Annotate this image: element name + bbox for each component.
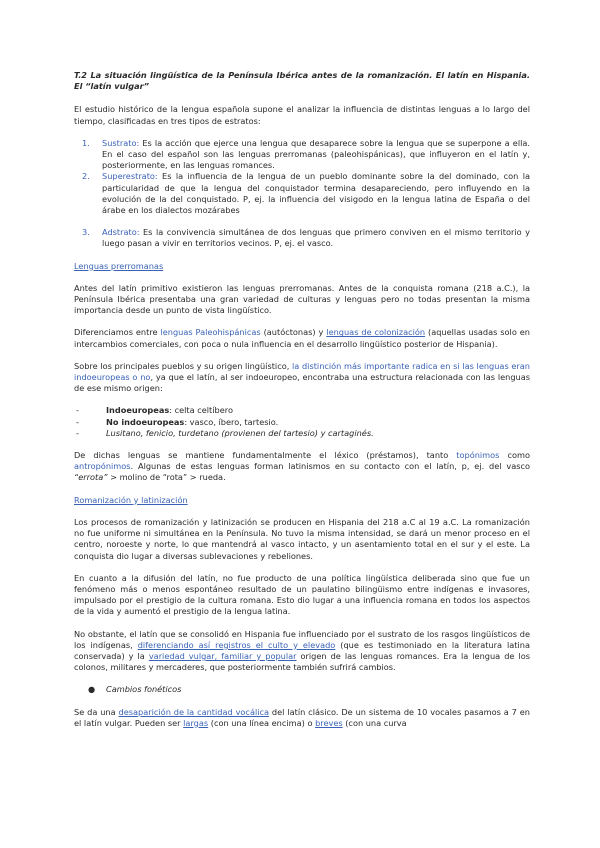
text-run: Sobre los principales pueblos y su origen lingüístico, bbox=[74, 360, 292, 371]
item-text: : vasco, íbero, tartesio. bbox=[184, 416, 279, 427]
link-cantidad-vocalica[interactable]: desaparición de la cantidad vocálica bbox=[118, 706, 270, 717]
text-run: del latín clásico. De un sistema de 10 vocales pasamos a 7 en el latín vulgar. Pueden ser bbox=[74, 706, 530, 728]
section-heading-romanizacion: Romanización y latinización bbox=[74, 494, 188, 505]
item-term: No indoeuropeas bbox=[106, 416, 185, 427]
paragraph: En cuanto a la difusión del latín, no fue producto de una política lingüística deliberada sino que fue un fenómeno más o menos espontáneo resultado de un paulatino bilingüismo entre indígenas e invasores, impulsado por el prestigio de la cultura romana. Esto dio lugar a una influencia romana en todos los aspectos de la vida y aumentó el prestigio de la lengua latina. bbox=[74, 572, 530, 617]
text-run: (aquellas usadas solo en intercambios comerciales, con poca o nula influencia en el desarrollo lingüístico posterior de Hispania). bbox=[74, 327, 530, 349]
text-run: Se da una bbox=[74, 706, 119, 717]
item-text: : celta celtíbero bbox=[169, 405, 233, 416]
list-number: 3. bbox=[82, 227, 90, 238]
list-item bbox=[74, 417, 530, 428]
intro-paragraph: El estudio histórico de la lengua española supone el analizar la influencia de distintas lenguas a lo largo del tiempo, clasificadas en tres tipos de estratos: bbox=[74, 104, 530, 126]
text-run: . Algunas de estas lenguas forman latinismos en su contacto con el latín, p, ej. del vasco bbox=[130, 461, 530, 472]
paragraph: Los procesos de romanización y latinización se producen en Hispania del 218 a.C al 19 a.C. La romanización no fue uniforme ni simultánea en la Península. No tuvo la misma intensidad, se dará un menor proceso en el centro, noroeste y norte, lo que mantendrá al vasco intacto, y un asentamiento total en el sur y el este. La conquista dio lugar a diversas sublevaciones y rebeliones. bbox=[74, 516, 530, 561]
page-title: T.2 La situación lingüística de la Península Ibérica antes de la romanización. El latín en Hispania. El “latín vulgar” bbox=[74, 70, 530, 92]
language-list bbox=[74, 405, 530, 439]
document-content bbox=[74, 70, 530, 729]
strata-list bbox=[74, 138, 530, 250]
paragraph bbox=[74, 450, 530, 484]
paragraph bbox=[74, 629, 530, 674]
dash-marker: - bbox=[76, 416, 79, 427]
text-run: De dichas lenguas se mantiene fundamentalmente el léxico (préstamos), tanto bbox=[74, 450, 457, 461]
link-breves[interactable]: breves bbox=[315, 717, 343, 728]
text-run: No obstante, el latín que se consolidó en Hispania fue influenciado por el sustrato de los rasgos lingüísticos de los indígenas, bbox=[74, 628, 530, 650]
text-run: > molino de “rota” > rueda. bbox=[107, 472, 226, 483]
paragraph bbox=[74, 361, 530, 395]
paragraph bbox=[74, 327, 530, 349]
dash-marker: - bbox=[76, 427, 79, 438]
link-variedad-vulgar[interactable]: variedad vulgar, familiar y popular bbox=[148, 650, 297, 661]
link-largas[interactable]: largas bbox=[183, 717, 209, 728]
term-sustrato: Sustrato: bbox=[102, 137, 140, 148]
link-lenguas-colonizacion[interactable]: lenguas de colonización bbox=[326, 327, 426, 338]
definition-text: Es la acción que ejerce una lengua que desaparece sobre la lengua que se superpone a ella. En el caso del español son las lenguas prerromanas (paleohispánicas), que influyeron en el latín y, posteriormente, en las lenguas romances. bbox=[102, 137, 530, 171]
highlight-antroponimos: antropónimos bbox=[74, 461, 131, 472]
example-word: “errota” bbox=[74, 472, 108, 483]
highlight-paleohispanicas: lenguas Paleohispánicas bbox=[160, 327, 261, 338]
bullet-icon: ● bbox=[88, 684, 96, 695]
strata-item-superestrato bbox=[74, 171, 530, 216]
list-number: 2. bbox=[82, 171, 90, 182]
dash-marker: - bbox=[76, 405, 79, 416]
list-item bbox=[74, 405, 530, 416]
term-superestrato: Superestrato: bbox=[102, 171, 158, 182]
bullet-text: Cambios fonéticos bbox=[106, 684, 182, 695]
text-run: origen de las lenguas romances. Era la lengua de los colonos, militares y mercaderes, que posteriormente también sufrirá cambios. bbox=[74, 650, 530, 673]
list-number: 1. bbox=[82, 137, 90, 148]
definition-text: Es la convivencia simultánea de dos lenguas que primero conviven en el mismo territorio y luego pasan a vivir en territorios vecinos. P, ej. el vasco. bbox=[102, 227, 530, 249]
highlight-distincion: la distinción más importante radica en si las lenguas eran indoeuropeas o no bbox=[74, 360, 530, 383]
text-run: (con una curva bbox=[342, 717, 407, 728]
bullet-item bbox=[74, 684, 530, 695]
link-registros-culto[interactable]: diferenciando así registros el culto y elevado bbox=[137, 639, 336, 650]
item-text: Lusitano, fenicio, turdetano (provienen del tartesio) y cartaginés. bbox=[106, 427, 374, 438]
term-adstrato: Adstrato: bbox=[102, 227, 140, 238]
strata-item-adstrato bbox=[74, 227, 530, 249]
text-run: Diferenciamos entre bbox=[74, 327, 161, 338]
text-run: (autóctonas) y bbox=[260, 327, 327, 338]
text-run: (que es testimoniado en la literatura latina conservada) y la bbox=[74, 639, 530, 661]
text-run: como bbox=[499, 450, 530, 461]
section-heading-lenguas-prerromanas: Lenguas prerromanas bbox=[74, 260, 164, 271]
text-run: , ya que el latín, al ser indoeuropeo, encontraba una estructura relacionada con las lenguas de ese mismo origen: bbox=[74, 372, 530, 394]
strata-item-sustrato bbox=[74, 138, 530, 172]
paragraph bbox=[74, 707, 530, 729]
highlight-toponimos: topónimos bbox=[456, 450, 500, 461]
list-item bbox=[74, 428, 530, 439]
item-term: Indoeuropeas bbox=[106, 405, 170, 416]
paragraph: Antes del latín primitivo existieron las lenguas prerromanas. Antes de la conquista romana (218 a.C.), la Península Ibérica presentaba una gran variedad de culturas y lenguas pero no todas presentan la misma importancia desde un punto de vista lingüístico. bbox=[74, 282, 530, 316]
text-run: (con una línea encima) o bbox=[208, 717, 316, 728]
definition-text: Es la influencia de la lengua de un pueblo dominante sobre la del dominado, con la particularidad de que la lengua del conquistador termina desapareciendo, pero influyendo en la evolución de la del conquistado. P, ej. la influencia del visigodo en la lengua latina de España o del árabe en los dialectos mozárabes bbox=[102, 171, 530, 216]
